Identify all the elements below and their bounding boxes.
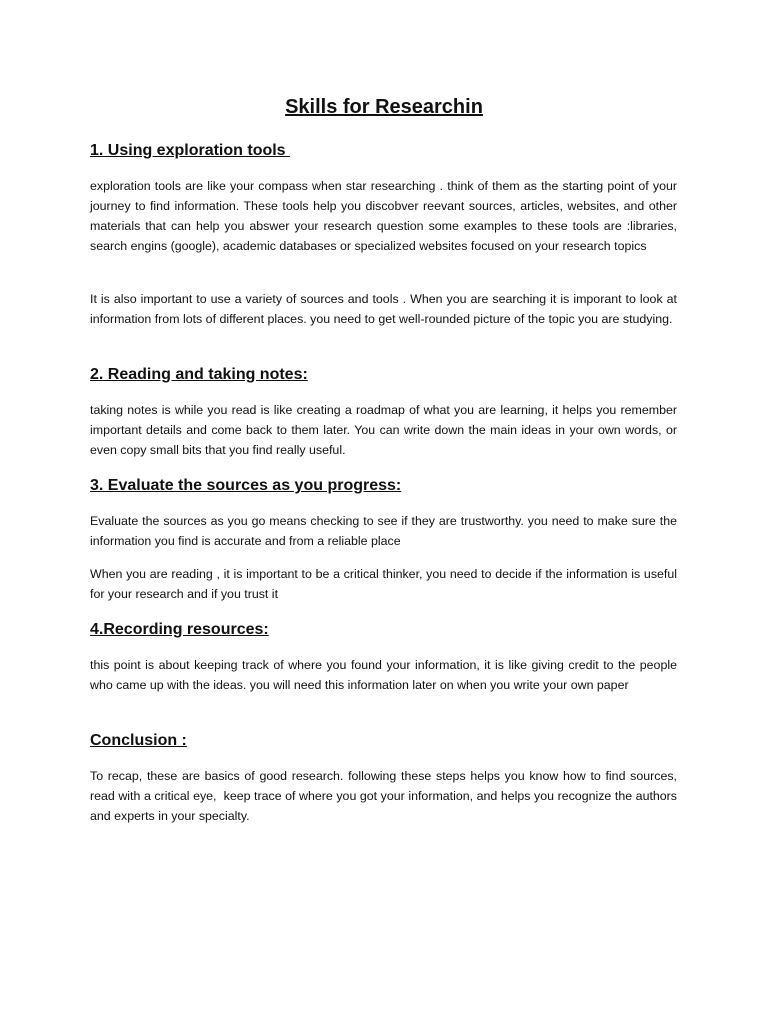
paragraph-exploration-tools-intro: exploration tools are like your compass when star researching . think of them as the starting point of your journey to find information. These tools help you discobver reevant sources, articles, websites, and other materials that can help you abswer your research question some examples to these tools are :libraries, search engins (google), academic databases or specialized websites focused on your research topics [90, 179, 684, 253]
section-heading-evaluate-sources: 3. Evaluate the sources as you progress: [90, 477, 402, 494]
section-heading-reading-notes: 2. Reading and taking notes: [90, 366, 308, 383]
section-heading-conclusion: Conclusion : [90, 732, 187, 749]
document-title: Skills for Researchin [285, 96, 483, 118]
paragraph-evaluate-sources: Evaluate the sources as you go means checking to see if they are trustworthy. you need to make sure the information you find is accurate and from a reliable place [90, 514, 681, 548]
paragraph-taking-notes: taking notes is while you read is like creating a roadmap of what you are learning, it helps you remember important details and come back to them later. You can write down the main ideas in your own words, or even copy small bits that you find really useful. [90, 403, 681, 457]
section-heading-recording-resources: 4.Recording resources: [90, 621, 269, 638]
paragraph-conclusion: To recap, these are basics of good research. following these steps helps you know how to find sources, read with a critical eye, keep trace of where you got your information, and helps you recognize the authors and experts in your specialty. [90, 769, 681, 823]
paragraph-variety-of-sources: It is also important to use a variety of sources and tools . When you are searching it is imporant to look at information from lots of different places. you need to get well-rounded picture of the topic you are studying. [90, 292, 681, 326]
section-heading-exploration-tools: 1. Using exploration tools [90, 142, 291, 159]
paragraph-critical-thinker: When you are reading , it is important to be a critical thinker, you need to decide if the information is useful for your research and if you trust it [90, 567, 681, 601]
paragraph-recording-resources: this point is about keeping track of where you found your information, it is like giving credit to the people who came up with the ideas. you will need this information later on when you write your own paper [90, 658, 681, 692]
